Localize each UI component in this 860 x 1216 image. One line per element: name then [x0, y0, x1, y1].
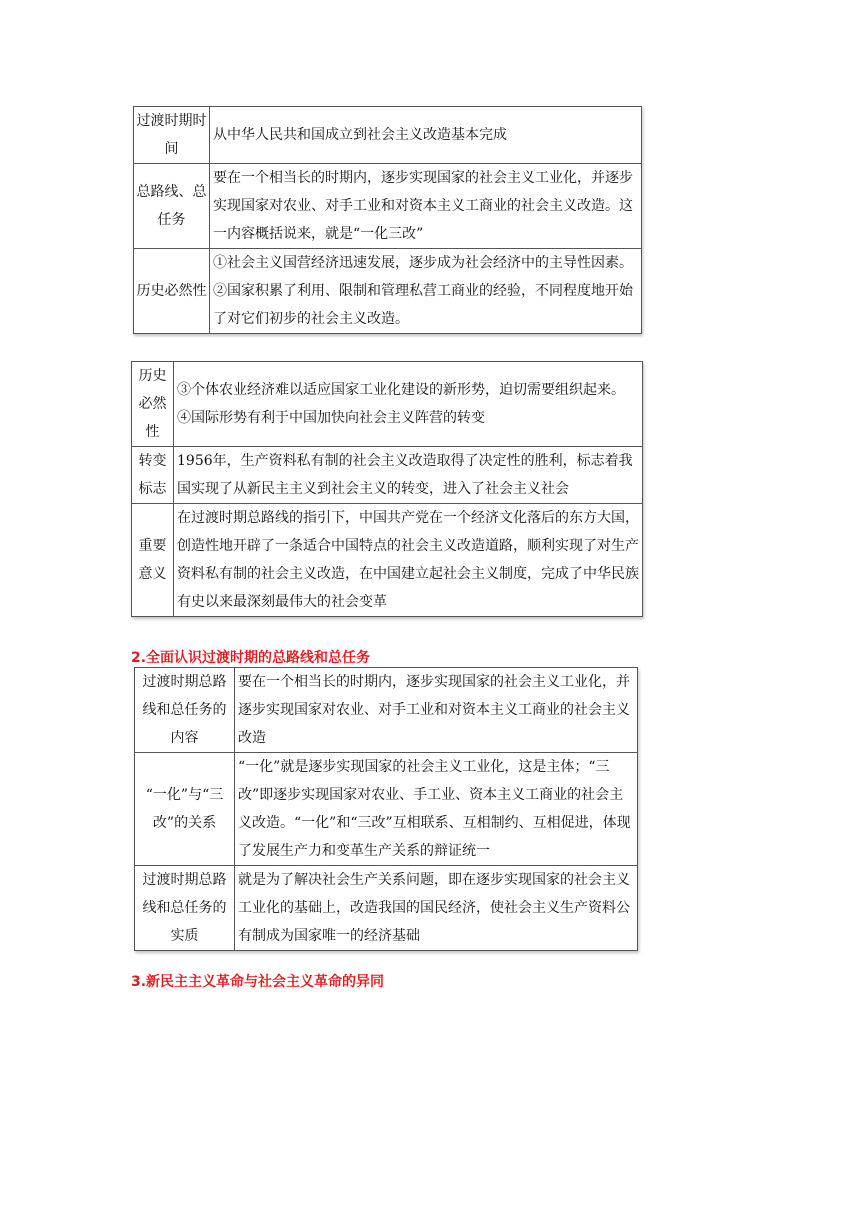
- transition-period-table-part1: [133, 106, 642, 334]
- table-row: [135, 753, 638, 866]
- row-content-essence: 就是为了解决社会生产关系问题，即在逐步实现国家的社会主义工业化的基础上，改造我国的国民经济，使社会主义生产资料公有制成为国家唯一的经济基础: [235, 866, 638, 951]
- necessity-point-2: ②国家积累了利用、限制和管理私营工商业的经验，不同程度地开始了对它们初步的社会主义改造。: [213, 283, 633, 327]
- table-row: [132, 504, 643, 617]
- table-row: [135, 668, 638, 753]
- table-row: [134, 107, 642, 164]
- necessity-point-1: ①社会主义国营经济迅速发展，逐步成为社会经济中的主导性因素。: [213, 255, 633, 271]
- row-content-relation: “一化”就是逐步实现国家的社会主义工业化，这是主体；“三改”即逐步实现国家对农业、手工业、资本主义工商业的社会主义改造。“一化”和“三改”互相联系、互相制约、互相促进，体现了发展生产力和变革生产关系的辩证统一: [235, 753, 638, 866]
- table-row: [132, 362, 643, 447]
- row-header-transition-mark: 转变标志: [132, 447, 174, 504]
- section-heading-2: 2.全面认识过渡时期的总路线和总任务: [131, 650, 371, 666]
- general-line-understanding-table: [134, 667, 638, 951]
- row-header-general-line-content: 过渡时期总路线和总任务的内容: [135, 668, 235, 753]
- necessity-point-3: ③个体农业经济难以适应国家工业化建设的新形势，迫切需要组织起来。: [177, 382, 625, 398]
- row-content-transition-mark: 1956年，生产资料私有制的社会主义改造取得了决定性的胜利，标志着我国实现了从新民主主义到社会主义的转变，进入了社会主义社会: [174, 447, 643, 504]
- table-row: [135, 866, 638, 951]
- row-header-essence: 过渡时期总路线和总任务的实质: [135, 866, 235, 951]
- transition-period-table-part2: [131, 361, 643, 617]
- row-content-general-line-content: 要在一个相当长的时期内，逐步实现国家的社会主义工业化，并逐步实现国家对农业、对手工业和对资本主义工商业的社会主义改造: [235, 668, 638, 753]
- section-heading-3: 3.新民主主义革命与社会主义革命的异同: [131, 974, 385, 990]
- row-header-historical-necessity-cont: 历史必然性: [132, 362, 174, 447]
- row-content-historical-necessity: [210, 249, 642, 334]
- row-content-period-time: 从中华人民共和国成立到社会主义改造基本完成: [210, 107, 642, 164]
- row-content-historical-necessity-cont: [174, 362, 643, 447]
- table-row: [134, 164, 642, 249]
- row-header-relation: “一化”与“三改”的关系: [135, 753, 235, 866]
- table-row: [134, 249, 642, 334]
- row-content-significance: 在过渡时期总路线的指引下，中国共产党在一个经济文化落后的东方大国，创造性地开辟了一条适合中国特点的社会主义改造道路，顺利实现了对生产资料私有制的社会主义改造，在中国建立起社会主义制度，完成了中华民族有史以来最深刻最伟大的社会变革: [174, 504, 643, 617]
- row-header-general-line: 总路线、总任务: [134, 164, 210, 249]
- row-header-period-time: 过渡时期时间: [134, 107, 210, 164]
- row-content-general-line: 要在一个相当长的时期内，逐步实现国家的社会主义工业化，并逐步实现国家对农业、对手工业和对资本主义工商业的社会主义改造。这一内容概括说来，就是“一化三改”: [210, 164, 642, 249]
- necessity-point-4: ④国际形势有利于中国加快向社会主义阵营的转变: [177, 410, 485, 426]
- table-row: [132, 447, 643, 504]
- row-header-historical-necessity: 历史必然性: [134, 249, 210, 334]
- row-header-significance: 重要意义: [132, 504, 174, 617]
